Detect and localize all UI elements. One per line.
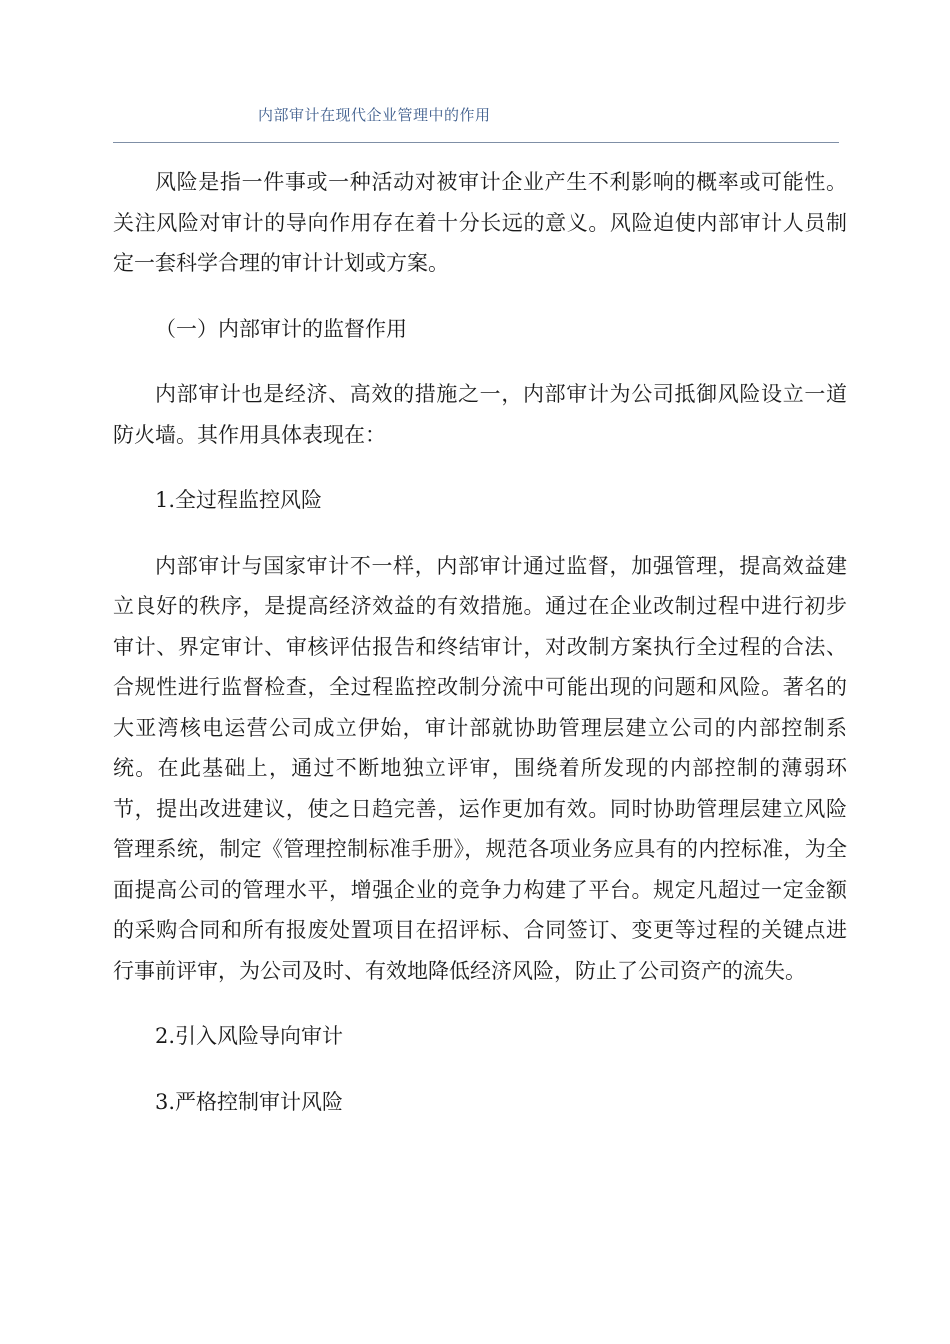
paragraph-risk-definition: 风险是指一件事或一种活动对被审计企业产生不利影响的概率或可能性。关注风险对审计的导向作用存在着十分长远的意义。风险迫使内部审计人员制定一套科学合理的审计计划或方案。 bbox=[113, 170, 847, 275]
subheading-audit-risk-control: 3.严格控制审计风险 bbox=[155, 1089, 344, 1114]
document-body bbox=[113, 162, 847, 1147]
paragraph-full-process-monitoring: 内部审计与国家审计不一样，内部审计通过监督，加强管理，提高效益建立良好的秩序，是提高经济效益的有效措施。通过在企业改制过程中进行初步审计、界定审计、审核评估报告和终结审计，对改制方案执行全过程的合法、合规性进行监督检查，全过程监控改制分流中可能出现的问题和风险。著名的大亚湾核电运营公司成立伊始，审计部就协助管理层建立公司的内部控制系统。在此基础上，通过不断地独立评审，围绕着所发现的内部控制的薄弱环节，提出改进建议，使之日趋完善，运作更加有效。同时协助管理层建立风险管理系统，制定《管理控制标准手册》，规范各项业务应具有的内控标准，为全面提高公司的管理水平，增强企业的竞争力构建了平台。规定凡超过一定金额的采购合同和所有报废处置项目在招评标、合同签订、变更等过程的关键点进行事前评审，为公司及时、有效地降低经济风险，防止了公司资产的流失。 bbox=[113, 553, 847, 983]
subheading-risk-oriented-audit: 2.引入风险导向审计 bbox=[155, 1024, 344, 1048]
header-divider bbox=[113, 142, 839, 143]
section-heading-supervision: （一）内部审计的监督作用 bbox=[155, 316, 407, 341]
subheading-full-process-monitoring: 1.全过程监控风险 bbox=[155, 488, 323, 512]
paragraph-supervision: 内部审计也是经济、高效的措施之一，内部审计为公司抵御风险设立一道防火墙。其作用具体表现在： bbox=[113, 382, 847, 447]
running-header: 内部审计在现代企业管理中的作用 bbox=[258, 106, 491, 124]
